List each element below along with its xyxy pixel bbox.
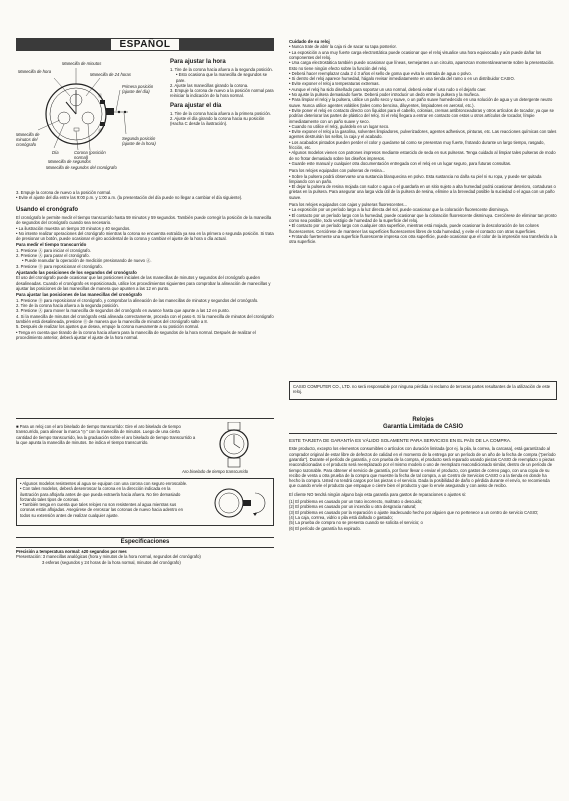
cuidado-item: • Los acabados pintados pueden perder el color y quedarse tal como se presentan muy fuerte, frotando durante un largo tiempo, rasgado, fricción, etc. (289, 139, 545, 151)
cuidado-item: • Cuando no utilice el reloj, guárdelo en un lugar seco. (289, 123, 390, 129)
cuidado-section (289, 38, 557, 244)
cuidado-item: • Evite exponer el reloj a temperaturas extremas. (289, 81, 380, 87)
ajustar-dia-step: 3. Empuje la corona de nuevo a la posición normal. (16, 190, 112, 195)
bisel-caption: Aro biselado de tiempo transcurrido (182, 469, 249, 474)
garantia-exclusion-lead: El cliente NO tendrá ningún alguno bajo esta garantía para gastos de reparaciones o ajustes si: (289, 491, 467, 497)
divider (289, 433, 557, 434)
cronografo-section (16, 206, 274, 340)
disclaimer-text: CASIO COMPUTER CO., LTD. no será responsable por ninguna pérdida ni reclamo de terceras partes resultantes de la utilización de este reloj. (293, 384, 551, 395)
medir-step: 2. Presione Ⓐ para parar el cronógrafo. (16, 253, 90, 259)
especificaciones-section (16, 538, 274, 565)
cronografo-bullet: • La ilustración muestra un tiempo 20 minutos y 40 segundos. (16, 225, 131, 231)
label-manecilla-24: Manecilla de 24 horas (90, 72, 131, 77)
ajustar-posiciones-note: • Tenga en cuenta que tirando de la corona hacia afuera para la manecilla de segundos de la hora normal. Después de realizar el procedimiento anterior, deberá ajustar el ajuste de la hora normal. (16, 329, 256, 340)
ajustar-posiciones-step: 5. Después de realizar los ajustes que desea, empuje la corona nuevamente a su posición normal. (16, 324, 199, 330)
garantia-exclusion: (5) La prueba de compra no se presenta cuando se solicita el servicio; o (289, 520, 423, 526)
cuidado-item: • Guarde este manual y cualquier otra documentación entregada con el reloj en un lugar seguro, para futuras consultas. (289, 160, 512, 166)
cuidado-item: • Nunca trate de abrir la caja ni de sacar su tapa posterior. (289, 44, 397, 50)
nota-item: • Algunos modelos resistentes al agua se equipan con una corona con seguro enroscable. (20, 481, 188, 486)
garantia-exclusion: (1) El problema es causado por un trato incorrecto, maltrato o descuido; (289, 499, 423, 505)
medir-title: Para medir el tiempo transcurrido (16, 242, 87, 248)
fluor-item: • La exposición por un período largo a la luz directa del sol, puede ocasionar que la coloración fluorescente disminuya. (289, 207, 509, 213)
ajustar-hora-section (170, 58, 274, 127)
ajustar-hora-step: 1. Tire de la corona hacia afuera a la segunda posición. (170, 67, 273, 72)
fluor-title: Para los relojes equipados con cajas y pulseras fluorescentes... (289, 202, 408, 208)
ajustar-dia-note: • Evite el ajuste del día entre las 9:00 p.m. y 1:00 a.m. (la presentación del día puede no llegar a cambiar el día siguiente). (16, 195, 243, 201)
garantia-exclusion: (2) El problema es causado por un incendio u otra desgracia natural; (289, 504, 417, 510)
section-banner (16, 38, 274, 51)
label-dia: Día (52, 150, 59, 155)
cuidado-item: • No ajuste la pulsera demasiado fuerte. Deberá poder introducir un dedo entre la pulsera y la muñeca. (289, 92, 480, 98)
label-primera-posicion: Primera posición (ajuste del día) (122, 84, 154, 94)
nota-item: • Con tales modelos, deberá desenroscar la corona en la dirección indicada en la ilustración para aflojarla antes de que pueda extraerla hacia afuera. No tire demasiado forzando tales tipos de coronas. (20, 486, 181, 502)
garantia-exclusion: (4) La caja, corrrea, vidrio o pila está dañado o gastado; (289, 514, 393, 520)
ajustar-hora-step: 2. Ajuste las manecillas girando la corona. (170, 82, 249, 88)
notas-box (16, 478, 274, 526)
garantia-title-1: Relojes (412, 417, 434, 423)
cuidado-item: • Evite exponer el reloj a la gasolina, solventes limpiadores, pulverizadores, agentes adhesivos, pinturas, etc. Las reacciones químicas con tales agentes destruirán los sellos, la caja y el acabado. (289, 129, 557, 140)
fluor-item: • El contacto por un período largo con cualquier otra superficie, mientras está mojado, puede ocasionar la descoloración de los colores fluorescentes. Cerciórese de mantener las superficies fluorescentes libres de toda humedad, y evite el contacto con otras superficies. (289, 223, 539, 234)
garantia-body: Este producto, excepto los elementos consumibles o artículos con duración limitada (por ej. la pila, la correa, la carcasa), está garantizado al comprador original de estar libre de defectos de calidad en el momento de la entrega por un período de un año de la fecha de compra ("período garantía"). Durante el período de garantía, y con prueba de la compra, el producto será reparado usando piezas CASIO de reemplazo o piezas reacondicionadas o el producto será reemplazado por el mismo modelo o uno de reemplazo reacondicionado similar, dentro de un período de tiempo razonable. Para obtener el servicio de garantía, por favor llevar o enviar el producto, con gastos de correo pago, con una copia de su recibo de venta u otra prueba de la compra que muestre la fecha de tal compra, a un Centro de Servicios CASIO o a la tienda en donde ha hecho la compra. Usted no tendrá cargos por las piezas o el servicio. Dada la posibilidad de daño o pérdida durante el envío, se recomienda que cuando envíe el producto que empaque o cierre bien el producto y que lo envíe asegurado y con aviso de recibo. (289, 446, 556, 489)
cronografo-bullet: • No intente realizar operaciones del cronógrafo mientras la corona se encuentra extraída ya sea en la primera o segunda posición. Si trata de presionar un botón, puede ocasionar el giro accidental de la corona y cambiar el ajuste de la hora o día actual. (16, 230, 274, 242)
disclaimer-box (289, 381, 557, 400)
fluor-item: • Frotando fuertemente una superficie fluorescente impresa con otra superficie, puede ocasionar que el color de la impresión sea transferido a la otra superficie. (289, 233, 557, 245)
garantia-exclusion: (6) El período de garantía ha expirado. (289, 525, 361, 531)
garantia-section (289, 417, 557, 531)
nota-item: • También tenga en cuenta que tales relojes no son resistentes al agua mientras sus coronas están aflojadas. Asegúrese de enroscar las coronas de nuevo hacia adentro en todos su extensión antes de realizar cualquier ajuste. (20, 502, 183, 518)
cuero-item: • El dejar la pulsera de resina mojada con sudor o agua o el guardarla en un sitio sujeto a alta humedad podrá ocasionar deterioro, cortaduras o grietas en la pulsera. Para asegurar una larga vida útil de la pulsera de resina, elimine a la brevedad posible la suciedad o el agua con un paño suave. (289, 184, 556, 200)
ajustar-hora-step: • Esto ocasiona que la manecilla de segundos se pare. (176, 72, 268, 83)
label-manecilla-segundos: Manecilla de segundos (48, 159, 91, 164)
especificacion-item: Precisión a temperatura normal: ±20 segundos por mes (16, 549, 127, 554)
cuidado-item: • Para limpiar el reloj y la pulsera, utilice un paño seco y suave, o un paño suave humedecido en una solución de agua y un detergente neutro suave. Nunca utilice agentes volátiles (tales como bencina, diluyentes, limpiadores en aerosol, etc.). (289, 97, 553, 108)
ajustar-posiciones-title: Para ajustar las posiciones de las manecillas del cronógrafo (16, 292, 142, 298)
posiciones-title: Ajustando las posiciones de los segundos del cronógrafo (16, 270, 137, 276)
cuidado-item: • Aunque el reloj ha sido diseñado para soportar un uso normal, deberá evitar el uso rudo o el dejarlo caer. (289, 86, 487, 92)
ajustar-posiciones-step: 3. Presione Ⓐ para mover la manecilla de segundos del cronógrafo en avance hasta que apunte a las 12 en punto. (16, 308, 230, 314)
cuidado-item: • La exposición a una muy fuerte carga electrostática puede ocasionar que el reloj visualice una hora equivocada y aún puede dañar los componentes del reloj. (289, 49, 542, 60)
medir-step: • Puede reanudar la operación de medición presionando de nuevo Ⓐ. (22, 258, 152, 264)
bisel-text: ■ Para un reloj con el aro biselado de tiempo transcurrido: Gire el aro biselado de tiempo transcurrido, para alinear la marca "◎" con la manecilla de minutos. Luego de una cierta cantidad de tiempo transcurrido, lea la graduación sobre el aro biselado de tiempo transcurrido a la que apunta la manecilla de minutos. Se indica el tiempo transcurrido. (16, 424, 196, 445)
page-title: ESPAÑOL (111, 39, 178, 50)
cronografo-title: Usando el cronógrafo (16, 207, 79, 213)
ajustar-hora-step: 3. Empuje la corona de nuevo a la posición normal para reiniciar la indicación de la hora normal. (170, 88, 274, 99)
garantia-exclusion: (3) El problema es causado por la reparación o ajuste inadecuado hecho por alguien que no pertenece a un centro de servicio CASIO; (289, 509, 539, 515)
divider (16, 418, 274, 419)
garantia-title-2: Garantía Limitada de CASIO (382, 424, 464, 430)
ajustar-dia-title: Para ajustar el día (170, 102, 222, 109)
medir-step: 3. Presione Ⓑ para reposicionar el cronógrafo. (16, 263, 103, 269)
cuero-item: • Sobre la pulsera podrá observarse una sustancia blanquecina en polvo. Esta sustancia no daña su piel ni su ropa, y puede ser quitada limpiando con un paño. (289, 173, 542, 184)
label-manecilla-minutos-crono: Manecilla de minutos del cronógrafo (16, 132, 40, 147)
especificaciones-title: Especificaciones (120, 539, 170, 545)
garantia-lead: ESTE TARJETA DE GARANTÍA ES VÁLIDO SOLAMENTE PARA SERVICIOS EN EL PAÍS DE LA COMPRA. (289, 437, 512, 443)
ajustar-posiciones-step: 4. Si la manecilla de minutos del cronógrafo está alineada correctamente, proceda con el paso 6. Si la manecilla de minutos del cronógrafo también está desalineada, presione Ⓑ de manera que la manecilla de minutos del cronógrafo salte a 8. (16, 313, 274, 324)
cuidado-item: • Algunos modelos vienen con patrones impresos mediante estarcido de seda en sus pulseras. Tenga cuidado al limpiar tales pulseras de modo de no frotar demasiado sobre los diseños impresos. (289, 150, 556, 161)
label-manecilla-segundos-crono: Manecilla de segundos del cronógrafo (46, 165, 117, 170)
ajustar-dia-step: 1. Tire de la corona hacia afuera a la primera posición. (170, 110, 272, 116)
screw-crown-icon (207, 485, 267, 521)
cronografo-intro: El cronógrafo le permite medir el tiempo transcurrido hasta 59 minutos y 59 segundos. También puede corregir la posición de la manecilla de segundos del cronógrafo cuando sea necesario. (16, 215, 272, 226)
cuidado-item: • Si dentro del reloj aparece humedad, hágalo revisar inmediatamente en una tienda del ramo o en un distribuidor CASIO. (289, 76, 515, 82)
label-segunda-posicion: Segunda posición (ajuste de la hora) (122, 136, 156, 146)
medir-step: 1. Presione Ⓐ para iniciar el cronógrafo. (16, 247, 91, 253)
posiciones-text: El uso del cronógrafo puede ocasionar que las posiciones iniciales de las manecillas de minutos y segundos del cronógrafo queden desalineadas. Cuando el cronógrafo es reposicionado, utilice los procedimientos siguientes para comprobar la alineación de manecillas y ajustar las posiciones de las manecillas de manera que apunten a las 12 en punto. (16, 275, 271, 292)
cuidado-item: • Deberá hacer reemplazar cada 2 ó 3 años el sello de goma que evita la entrada de agua o polvo. (289, 70, 472, 76)
bezel-watch-icon (204, 422, 264, 468)
label-corona: Corona (posición normal) (74, 150, 106, 160)
label-manecilla-minutos: Manecilla de minutos (62, 61, 102, 66)
especificacion-item: 3 esferas (segundos y 24 horas de la hora normal, minutos del cronógrafo) (42, 559, 181, 565)
ajustar-posiciones-step: 1. Presione Ⓑ para reposicionar el cronógrafo, y comprobar la alineación de las manecillas de minutos y segundos del cronógrafo. (16, 297, 259, 303)
ajustar-posiciones-step: 2. Tire de la corona hacia afuera a la segunda posición. (16, 303, 119, 309)
watch-diagram (16, 56, 166, 171)
cuidado-item: • Una carga electrostática también puede ocasionar que líneas, semejantes a un circuito, aparezcan momentáneamente sobre la presentación. Esto no tiene ningún efecto sobre la función del reloj. (289, 60, 555, 71)
ajustar-dia-continued (16, 190, 274, 201)
cuero-title: Para los relojes equipados con pulseras de resina... (289, 168, 386, 174)
cuidado-item: • Evite poner el reloj en contacto directo con líquidos para el cabello, colonias, cremas antibronceadoras y otros artículos de tocador, ya que se podrían deteriorar las partes de plástico del reloj. Si el reloj llegara a entrar en contacto con estos u otros artículos de tocador, límpie inmediatamente con un paño suave y seco. (289, 107, 554, 124)
label-button-b: Ⓑ (98, 128, 103, 133)
fluor-item: • El contacto por un período largo con la humedad, puede ocasionar que la coloración fluorescente disminuya. Cerciórese de eliminar tan pronto como sea posible, todo vestigio de humedad de la superficie del reloj. (289, 212, 557, 223)
label-manecilla-hora: Manecilla de hora (18, 69, 52, 74)
especificacion-item: Presentación: 3 manecillas analógicas (hora y minutos de la hora normal, segundos del cronógrafo) (16, 554, 201, 560)
ajustar-hora-title: Para ajustar la hora (170, 59, 226, 65)
bisel-section (16, 424, 196, 445)
label-button-a: Ⓐ (98, 93, 103, 98)
ajustar-dia-step: 2. Ajuste el día girando la corona hacia su posición (Hacha C desde la ilustración). (170, 116, 265, 127)
divider (16, 547, 274, 548)
cuidado-title: Cuidado de su reloj (289, 39, 330, 44)
